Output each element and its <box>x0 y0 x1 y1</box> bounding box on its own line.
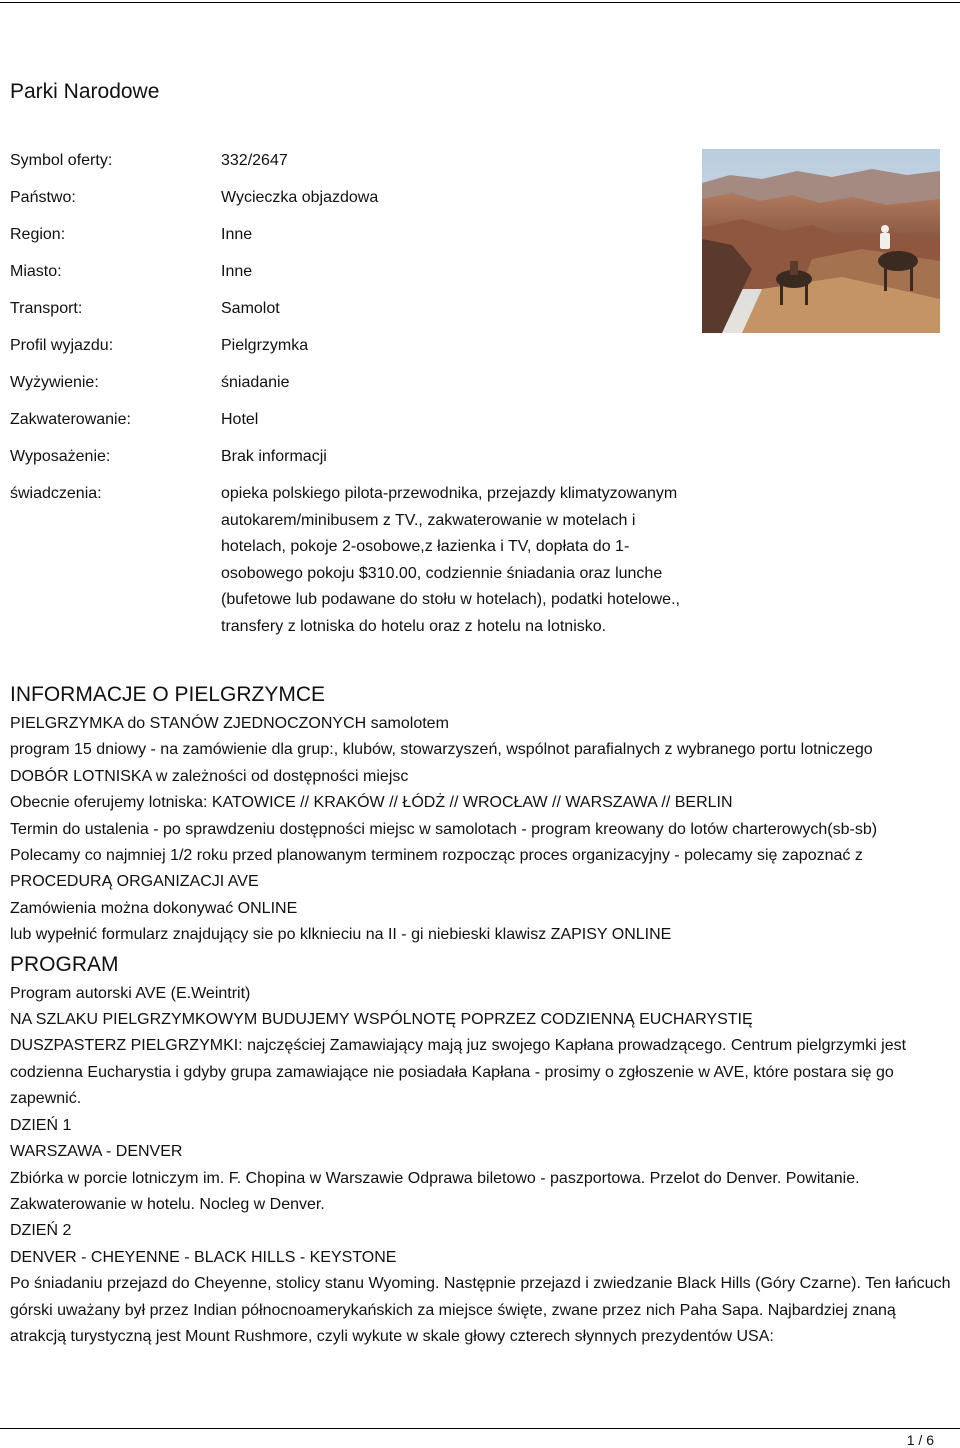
info-line: Obecnie oferujemy lotniska: KATOWICE // KRAKÓW // ŁÓDŻ // WROCŁAW // WARSZAWA // BERLIN <box>10 794 733 812</box>
program-line: DUSZPASTERZ PIELGRZYMKI: najczęściej Zamawiający mają juz swojego Kapłana prowadzącego. Centrum pielgrzymki jest codzienna Eucharystia i gdyby grupa zamawiające nie posiadała Kapłana - prosimy o zgłoszenie w AVE, które postara się go zapewnić. <box>10 1037 907 1108</box>
spec-label: Region: <box>10 226 66 243</box>
page-title: Parki Narodowe <box>10 80 160 103</box>
day-route: DENVER - CHEYENNE - BLACK HILLS - KEYSTONE <box>10 1248 397 1266</box>
spec-row-city <box>10 260 710 284</box>
spec-row-symbol <box>10 149 710 173</box>
spec-row-accommodation <box>10 408 710 432</box>
spec-row-profile <box>10 334 710 358</box>
day-description: Po śniadaniu przejazd do Cheyenne, stolicy stanu Wyoming. Następnie przejazd i zwiedzanie Black Hills (Góry Czarne). Ten łańcuch górski uważany był przez Indian północnoamerykańskich za miejsce święte, zwane przez nich Paha Sapa. Najbardziej znaną atrakcją turystyczną jest Mount Rushmore, czyli wykute w skale głowy czterech słynnych prezydentów USA: <box>10 1275 951 1345</box>
spec-label: Państwo: <box>10 189 76 206</box>
spec-value: Samolot <box>221 300 280 317</box>
canyon-photo <box>702 149 940 333</box>
spec-label: Symbol oferty: <box>10 152 113 169</box>
info-line: Zamówienia można dokonywać ONLINE <box>10 899 298 917</box>
spec-row-transport <box>10 297 710 321</box>
spec-row-country <box>10 186 710 210</box>
spec-row-meals <box>10 371 710 395</box>
spec-row-region <box>10 223 710 247</box>
program-line: NA SZLAKU PIELGRZYMKOWYM BUDUJEMY WSPÓLNOTĘ POPRZEZ CODZIENNĄ EUCHARYSTIĘ <box>10 1011 753 1029</box>
spec-value: Inne <box>221 263 253 280</box>
spec-value: Inne <box>221 226 253 243</box>
info-line: program 15 dniowy - na zamówienie dla grup:, klubów, stowarzyszeń, wspólnot parafialnych z wybranego portu lotniczego <box>10 741 873 759</box>
program-body <box>10 681 955 1350</box>
info-line: PIELGRZYMKA do STANÓW ZJEDNOCZONYCH samolotem <box>10 715 449 732</box>
spec-value: Wycieczka objazdowa <box>221 189 379 206</box>
spec-row-equipment <box>10 445 710 469</box>
info-line: DOBÓR LOTNISKA w zależności od dostępności miejsc <box>10 767 409 785</box>
spec-value: opieka polskiego pilota-przewodnika, przejazdy klimatyzowanym autokarem/minibusem z TV., zakwaterowanie w motelach i hotelach, pokoje 2-osobowe,z łazienka i TV, dopłata do 1-osobowego pokoju $310.00, codziennie śniadania oraz lunche (bufetowe lub podawane do stołu w hotelach), podatki hotelowe., transfery z lotniska do hotelu oraz z hotelu na lotnisko. <box>221 485 680 635</box>
spec-value: 332/2647 <box>221 152 288 169</box>
footer-rule <box>0 1428 960 1429</box>
spec-value: Brak informacji <box>221 448 327 465</box>
offer-spec-table <box>10 149 710 655</box>
day-label: DZIEŃ 2 <box>10 1222 72 1240</box>
spec-value: Pielgrzymka <box>221 337 309 354</box>
info-line: Termin do ustalenia - po sprawdzeniu dostępności miejsc w samolotach - program kreowany do lotów charterowych(sb-sb) <box>10 820 878 838</box>
day-description: Zbiórka w porcie lotniczym im. F. Chopina w Warszawie Odprawa biletowo - paszportowa. Przelot do Denver. Powitanie. Zakwaterowanie w hotelu. Nocleg w Denver. <box>10 1169 860 1213</box>
info-heading: INFORMACJE O PIELGRZYMCE <box>10 683 326 706</box>
day-route: WARSZAWA - DENVER <box>10 1143 183 1161</box>
day-label: DZIEŃ 1 <box>10 1116 72 1134</box>
spec-label: Transport: <box>10 300 83 317</box>
spec-label: Profil wyjazdu: <box>10 337 114 354</box>
spec-label: Zakwaterowanie: <box>10 411 131 428</box>
spec-value: Hotel <box>221 411 259 428</box>
spec-label: Miasto: <box>10 263 62 280</box>
info-line: lub wypełnić formularz znajdujący sie po klknieciu na II - gi niebieski klawisz ZAPISY ONLINE <box>10 926 672 944</box>
program-heading: PROGRAM <box>10 952 119 976</box>
spec-label: Wyposażenie: <box>10 448 111 465</box>
spec-label: Wyżywienie: <box>10 374 99 391</box>
spec-value: śniadanie <box>221 374 290 391</box>
page-number: 1 / 6 <box>906 1432 934 1448</box>
spec-row-services <box>10 482 710 642</box>
info-line: Polecamy co najmniej 1/2 roku przed planowanym terminem rozpocząc proces organizacyjny - polecamy się zapoznać z PROCEDURĄ ORGANIZACJI AVE <box>10 847 863 891</box>
program-line: Program autorski AVE (E.Weintrit) <box>10 984 251 1002</box>
spec-label: świadczenia: <box>10 485 102 502</box>
top-rule <box>0 2 960 3</box>
